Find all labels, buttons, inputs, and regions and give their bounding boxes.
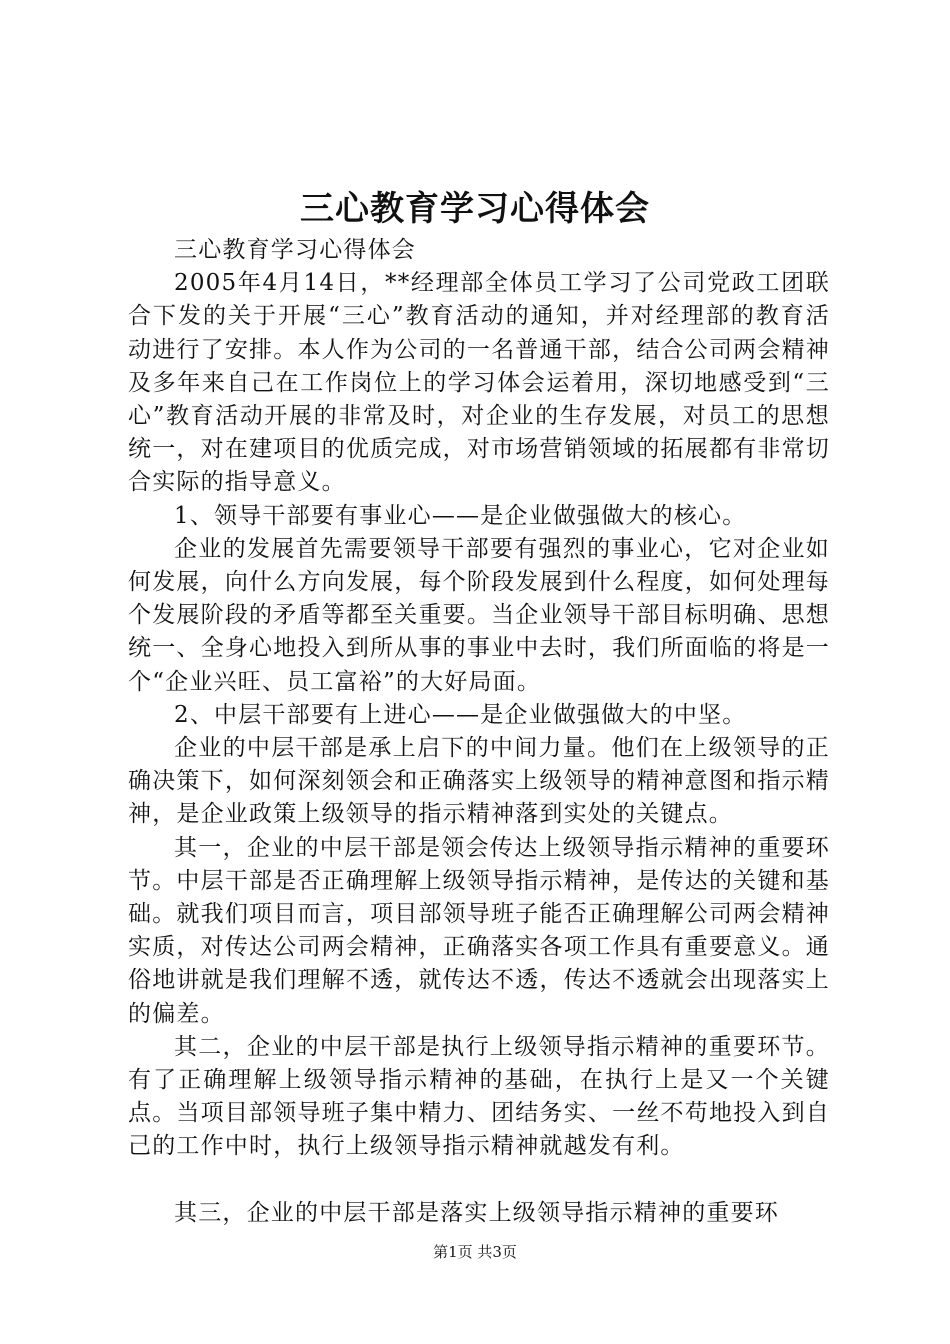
page-footer: 第1页 共3页 [433, 1243, 517, 1261]
document-body [128, 234, 830, 1230]
paragraph-subtitle: 三心教育学习心得体会 [174, 237, 416, 263]
paragraph-second: 其二，企业的中层干部是执行上级领导指示精神的重要环节。有了正确理解上级领导指示精神的基础，在执行上是又一个关键点。当项目部领导班子集中精力、团结务实、一丝不苟地投入到自己的工作中时，执行上级领导指示精神就越发有利。 [128, 1033, 830, 1160]
heading-point-2: 2、中层干部要有上进心——是企业做强做大的中坚。 [174, 701, 747, 728]
heading-point-1: 1、领导干部要有事业心——是企业做强做大的核心。 [174, 502, 747, 529]
paragraph-third: 其三，企业的中层干部是落实上级领导指示精神的重要环 [174, 1199, 779, 1226]
paragraph-point-2: 企业的中层干部是承上启下的中间力量。他们在上级领导的正确决策下，如何深刻领会和正确落实上级领导的精神意图和指示精神，是企业政策上级领导的指示精神落到实处的关键点。 [128, 735, 830, 828]
document-title: 三心教育学习心得体会 [300, 189, 650, 229]
paragraph-point-1: 企业的发展首先需要领导干部要有强烈的事业心，它对企业如何发展，向什么方向发展，每个阶段发展到什么程度，如何处理每个发展阶段的矛盾等都至关重要。当企业领导干部目标明确、思想统一、全身心地投入到所从事的事业中去时，我们所面临的将是一个“企业兴旺、员工富裕”的大好局面。 [128, 535, 830, 695]
paragraph-first: 其一，企业的中层干部是领会传达上级领导指示精神的重要环节。中层干部是否正确理解上级领导指示精神，是传达的关键和基础。就我们项目而言，项目部领导班子能否正确理解公司两会精神实质，对传达公司两会精神，正确落实各项工作具有重要意义。通俗地讲就是我们理解不透，就传达不透，传达不透就会出现落实上的偏差。 [128, 834, 830, 1027]
paragraph-intro: 2005年4月14日，**经理部全体员工学习了公司党政工团联合下发的关于开展“三心”教育活动的通知，并对经理部的教育活动进行了安排。本人作为公司的一名普通干部，结合公司两会精神及多年来自己在工作岗位上的学习体会运着用，深切地感受到“三心”教育活动开展的非常及时，对企业的生存发展，对员工的思想统一，对在建项目的优质完成，对市场营销领域的拓展都有非常切合实际的指导意义。 [128, 270, 830, 496]
